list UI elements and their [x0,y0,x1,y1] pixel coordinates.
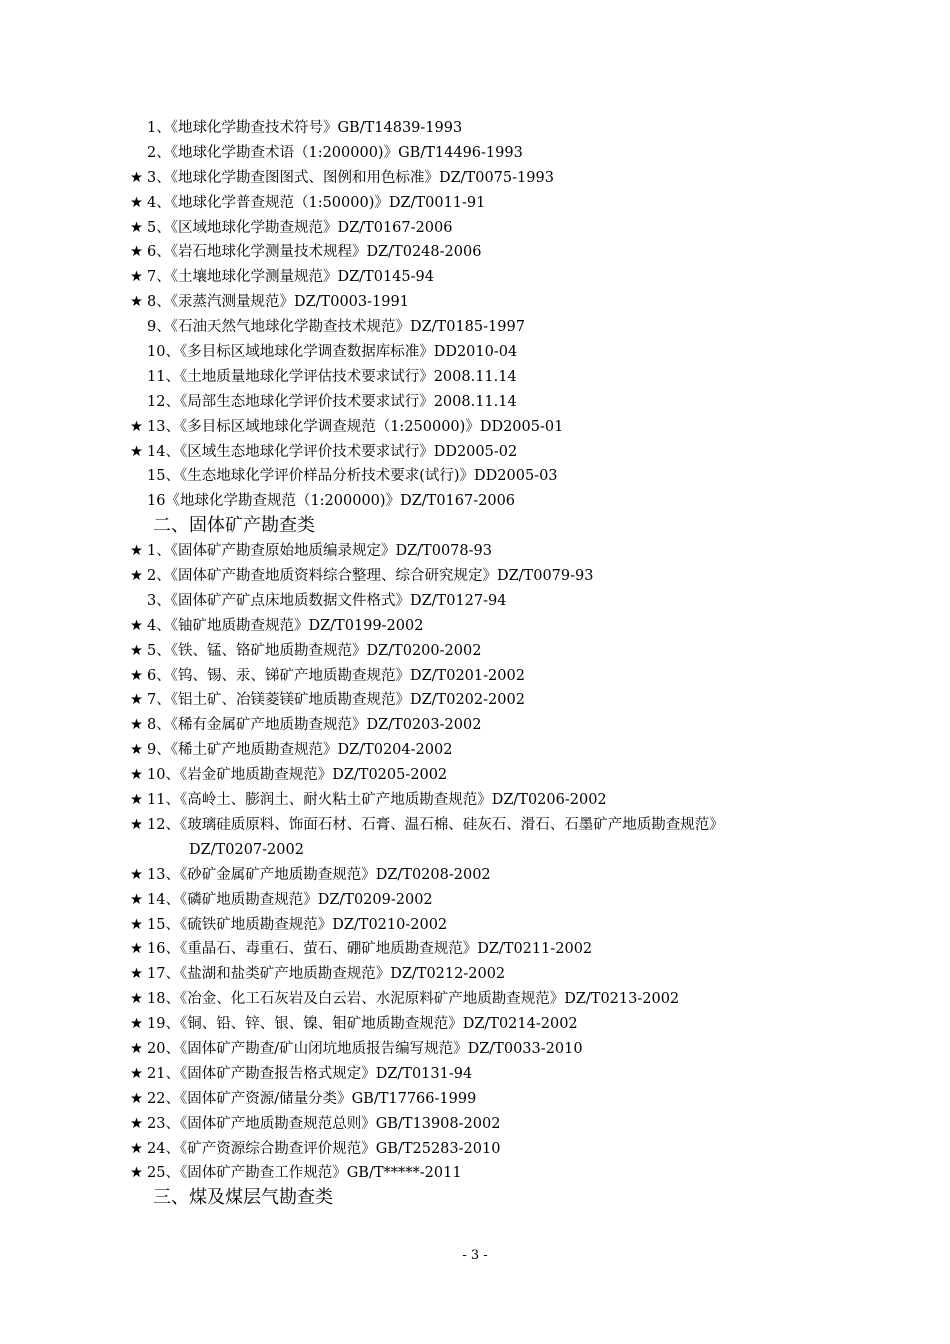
list-item-text: 10、《岩金矿地质勘查规范》DZ/T0205-2002 [147,767,448,784]
list-item-text: 9、《稀土矿产地质勘查规范》DZ/T0204-2002 [147,742,453,759]
list-item [130,415,923,440]
list-item-text: 2、《固体矿产勘查地质资料综合整理、综合研究规定》DZ/T0079-93 [147,568,594,585]
list-item [130,290,923,315]
list-item [130,888,923,913]
list-item [130,639,923,664]
list-item-text: 3、《固体矿产矿点床地质数据文件格式》DZ/T0127-94 [147,592,507,609]
list-item-text: 二、固体矿产勘查类 [153,515,315,537]
list-item-text: 9、《石油天然气地球化学勘查技术规范》DZ/T0185-1997 [147,319,525,336]
list-item-text: 10、《多目标区域地球化学调查数据库标准》DD2010-04 [147,344,518,361]
list-item [130,539,923,564]
list-item-text: 7、《铝土矿、冶镁菱镁矿地质勘查规范》DZ/T0202-2002 [147,692,525,709]
star-marker-icon: ★ [130,792,143,809]
list-item [130,713,923,738]
list-item [130,738,923,763]
star-marker-icon: ★ [130,891,143,908]
list-item-text: 24、《矿产资源综合勘查评价规范》GB/T25283-2010 [147,1140,501,1157]
list-item-text: 15、《硫铁矿地质勘查规范》DZ/T0210-2002 [147,916,448,933]
star-marker-icon: ★ [130,717,143,734]
list-item-text: 1、《固体矿产勘查原始地质编录规定》DZ/T0078-93 [147,543,492,560]
list-item [130,1112,923,1137]
list-item-text: 7、《土壤地球化学测量规范》DZ/T0145-94 [147,269,434,286]
list-item [130,265,923,290]
star-marker-icon: ★ [130,1090,143,1107]
list-item [130,1012,923,1037]
list-item-text: 4、《地球化学普查规范（1:50000)》DZ/T0011-91 [147,194,486,211]
list-item-text: 三、煤及煤层气勘查类 [153,1187,333,1209]
list-item [130,216,923,241]
list-item-continuation [133,838,923,863]
star-marker-icon: ★ [130,1140,143,1157]
list-item [130,1062,923,1087]
list-item-text: 13、《多目标区域地球化学调查规范（1:250000)》DD2005-01 [147,418,564,435]
list-item-text: 15、《生态地球化学评价样品分析技术要求(试行)》DD2005-03 [147,468,558,485]
star-marker-icon: ★ [130,543,143,560]
list-item-text: 11、《土地质量地球化学评估技术要求试行》2008.11.14 [147,368,517,385]
star-marker-icon: ★ [130,866,143,883]
list-item-text: 8、《汞蒸汽测量规范》DZ/T0003-1991 [147,294,409,311]
star-marker-icon: ★ [130,169,143,186]
list-item-text: 21、《固体矿产勘查报告格式规定》DZ/T0131-94 [147,1065,473,1082]
list-item [133,464,923,489]
list-item [130,440,923,465]
list-item [130,166,923,191]
list-item [133,589,923,614]
list-item-text: 18、《冶金、化工石灰岩及白云岩、水泥原料矿产地质勘查规范》DZ/T0213-2002 [147,991,680,1008]
list-item-text: 19、《铜、铅、锌、银、镍、钼矿地质勘查规范》DZ/T0214-2002 [147,1016,578,1033]
star-marker-icon: ★ [130,1165,143,1182]
star-marker-icon: ★ [130,244,143,261]
list-item [130,1037,923,1062]
list-item-text: 14、《磷矿地质勘查规范》DZ/T0209-2002 [147,891,433,908]
list-item [130,1087,923,1112]
page-number: - 3 - [462,1248,488,1263]
list-item-text: 25、《固体矿产勘查工作规范》GB/T*****-2011 [147,1165,462,1182]
list-item [133,116,923,141]
list-item [130,191,923,216]
list-item-text: 8、《稀有金属矿产地质勘查规范》DZ/T0203-2002 [147,717,482,734]
list-item [130,564,923,589]
list-item [130,788,923,813]
list-item-text: 16《地球化学勘查规范（1:200000)》DZ/T0167-2006 [147,493,516,510]
standards-list [130,116,923,1211]
star-marker-icon: ★ [130,617,143,634]
list-item-text: 5、《铁、锰、铬矿地质勘查规范》DZ/T0200-2002 [147,642,482,659]
star-marker-icon: ★ [130,568,143,585]
star-marker-icon: ★ [130,1040,143,1057]
list-item [130,987,923,1012]
list-item-text: 12、《局部生态地球化学评价技术要求试行》2008.11.14 [147,393,517,410]
star-marker-icon: ★ [130,1065,143,1082]
list-item-text: 6、《岩石地球化学测量技术规程》DZ/T0248-2006 [147,244,482,261]
list-item [130,240,923,265]
list-item [130,813,923,838]
list-item [130,937,923,962]
list-item [130,763,923,788]
list-item [130,962,923,987]
star-marker-icon: ★ [130,269,143,286]
star-marker-icon: ★ [130,642,143,659]
star-marker-icon: ★ [130,966,143,983]
star-marker-icon: ★ [130,991,143,1008]
list-item [130,664,923,689]
list-item-text: 4、《铀矿地质勘查规范》DZ/T0199-2002 [147,617,424,634]
list-item-text: 17、《盐湖和盐类矿产地质勘查规范》DZ/T0212-2002 [147,966,506,983]
section-heading [133,514,923,539]
list-item [130,614,923,639]
list-item [133,365,923,390]
star-marker-icon: ★ [130,767,143,784]
star-marker-icon: ★ [130,294,143,311]
list-item-text: 16、《重晶石、毒重石、萤石、硼矿地质勘查规范》DZ/T0211-2002 [147,941,593,958]
section-heading [133,1186,923,1211]
star-marker-icon: ★ [130,941,143,958]
list-item-text: 6、《钨、锡、汞、锑矿产地质勘查规范》DZ/T0201-2002 [147,667,525,684]
star-marker-icon: ★ [130,692,143,709]
star-marker-icon: ★ [130,219,143,236]
list-item-text: 14、《区域生态地球化学评价技术要求试行》DD2005-02 [147,443,518,460]
star-marker-icon: ★ [130,816,143,833]
star-marker-icon: ★ [130,742,143,759]
star-marker-icon: ★ [130,916,143,933]
list-item [133,141,923,166]
list-item-text: 22、《固体矿产资源/储量分类》GB/T17766-1999 [147,1090,477,1107]
list-item-text: 1、《地球化学勘查技术符号》GB/T14839-1993 [147,120,463,136]
list-item-text: 12、《玻璃硅质原料、饰面石材、石膏、温石棉、硅灰石、滑石、石墨矿产地质勘查规范》 [147,816,724,833]
star-marker-icon: ★ [130,418,143,435]
star-marker-icon: ★ [130,194,143,211]
list-item [133,340,923,365]
list-item [133,315,923,340]
list-item [130,1137,923,1162]
list-item [130,863,923,888]
list-item [133,390,923,415]
star-marker-icon: ★ [130,1016,143,1033]
star-marker-icon: ★ [130,667,143,684]
list-item-text: 23、《固体矿产地质勘查规范总则》GB/T13908-2002 [147,1115,501,1132]
list-item-text: 20、《固体矿产勘查/矿山闭坑地质报告编写规范》DZ/T0033-2010 [147,1040,583,1057]
list-item-text: DZ/T0207-2002 [189,841,304,858]
list-item [130,1161,923,1186]
star-marker-icon: ★ [130,1115,143,1132]
list-item [133,489,923,514]
list-item-text: 13、《砂矿金属矿产地质勘查规范》DZ/T0208-2002 [147,866,491,883]
list-item-text: 2、《地球化学勘查术语（1:200000)》GB/T14496-1993 [147,144,523,161]
list-item [130,688,923,713]
star-marker-icon: ★ [130,443,143,460]
list-item-text: 3、《地球化学勘查图图式、图例和用色标准》DZ/T0075-1993 [147,169,554,186]
list-item-text: 11、《高岭土、膨润土、耐火粘土矿产地质勘查规范》DZ/T0206-2002 [147,792,607,809]
list-item [130,913,923,938]
list-item-text: 5、《区域地球化学勘查规范》DZ/T0167-2006 [147,219,453,236]
